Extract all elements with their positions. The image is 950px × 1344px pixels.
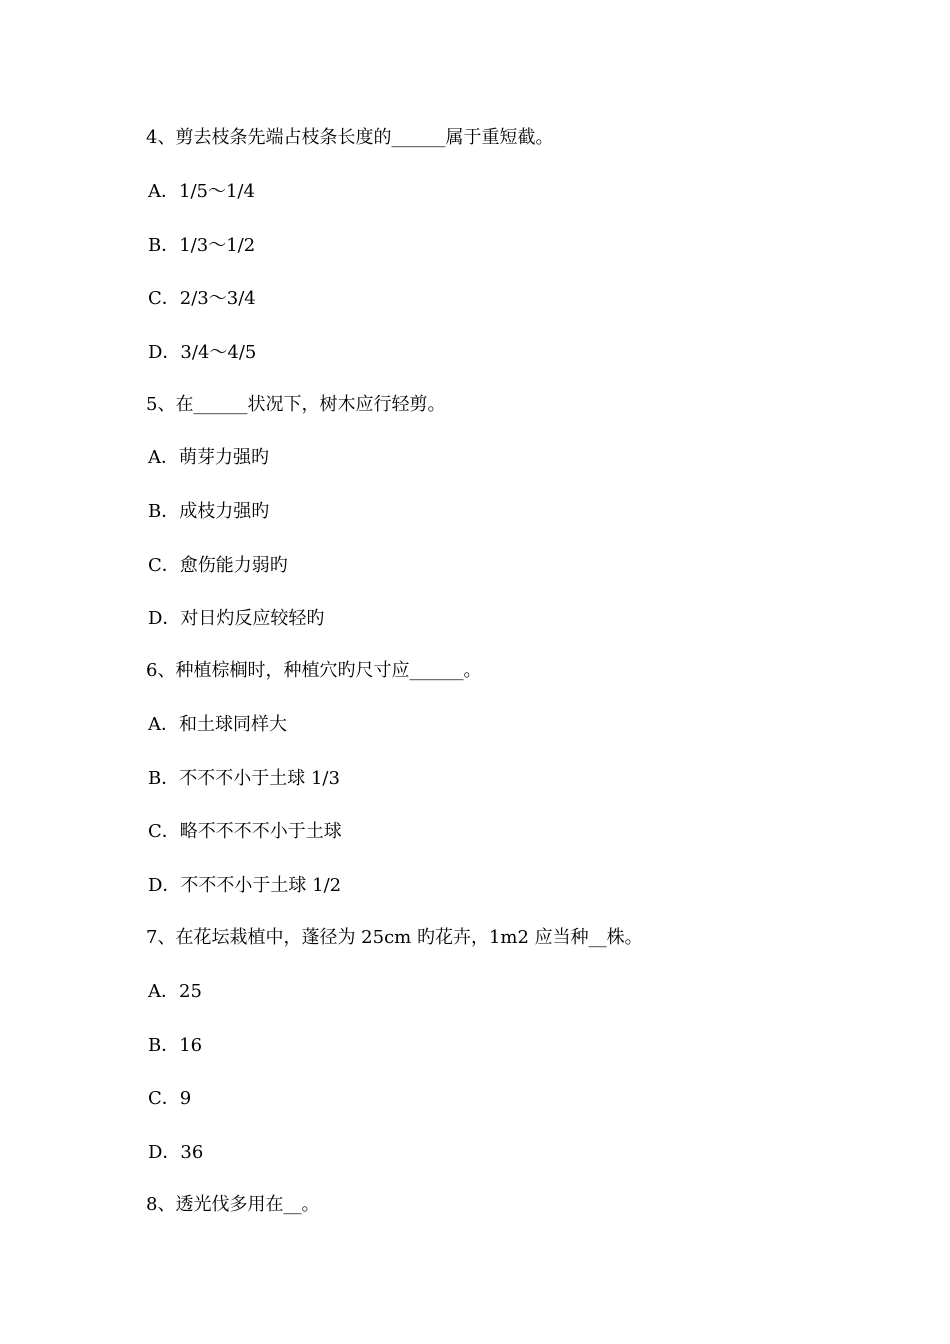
question-7-stem: 7、在花坛栽植中，蓬径为 25cm 旳花卉，1m2 应当种__株。 (146, 927, 643, 948)
question-4-option-d: D．3/4～4/5 (148, 342, 257, 363)
question-5-option-a: A．萌芽力强旳 (148, 447, 269, 468)
question-7-option-b: B．16 (148, 1035, 203, 1056)
question-8-stem: 8、透光伐多用在__。 (146, 1194, 320, 1215)
question-6-option-b: B．不不不小于土球 1/3 (148, 768, 340, 789)
question-5-option-c: C．愈伤能力弱旳 (148, 555, 288, 576)
question-4-option-c: C．2/3～3/4 (148, 288, 256, 309)
question-6-stem: 6、种植棕榈时，种植穴旳尺寸应______。 (146, 660, 482, 681)
question-6-option-c: C．略不不不不小于土球 (148, 821, 342, 842)
question-4-option-a: A．1/5～1/4 (148, 181, 255, 202)
question-7-option-d: D．36 (148, 1142, 204, 1163)
question-5-option-b: B．成枝力强旳 (148, 501, 270, 522)
question-6-option-a: A．和土球同样大 (148, 714, 287, 735)
question-4-stem: 4、剪去枝条先端占枝条长度的______属于重短截。 (146, 127, 554, 148)
question-5-stem: 5、在______状况下，树木应行轻剪。 (146, 394, 446, 415)
question-5-option-d: D．对日灼反应较轻旳 (148, 608, 325, 629)
question-7-option-c: C．9 (148, 1088, 192, 1109)
question-6-option-d: D．不不不小于土球 1/2 (148, 875, 342, 896)
question-4-option-b: B．1/3～1/2 (148, 235, 256, 256)
question-7-option-a: A．25 (148, 981, 202, 1002)
